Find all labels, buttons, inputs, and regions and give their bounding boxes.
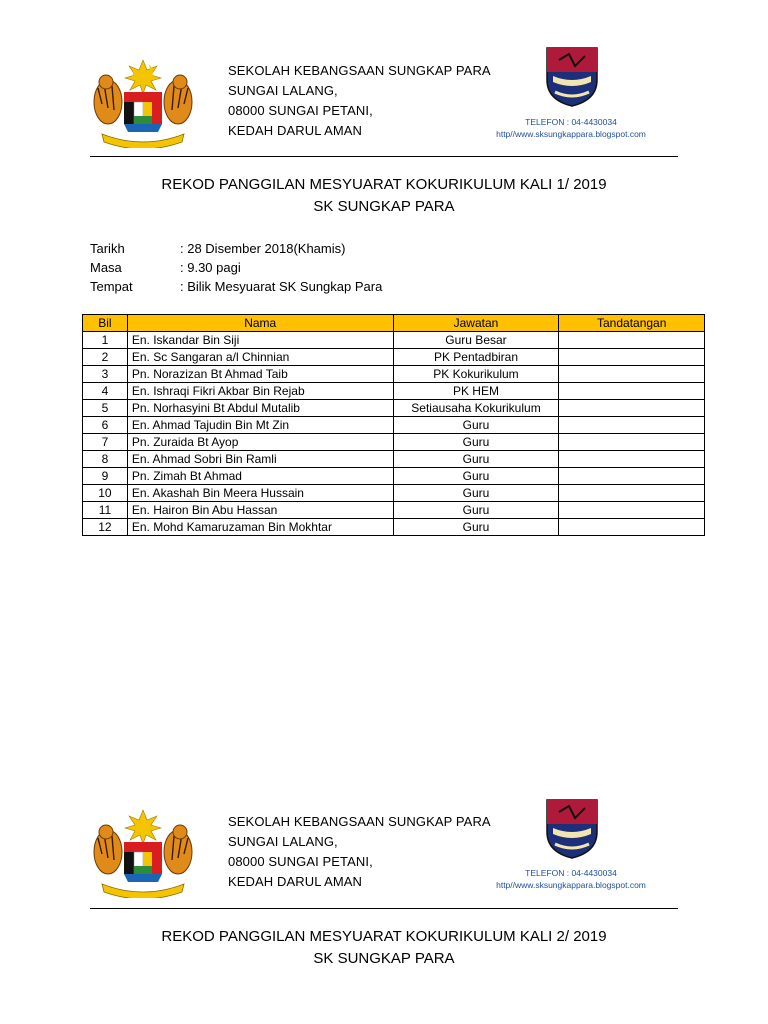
school-shield-logo xyxy=(545,798,599,860)
row-bil: 10 xyxy=(83,485,128,502)
row-nama: Pn. Zuraida Bt Ayop xyxy=(127,434,393,451)
row-tandatangan[interactable] xyxy=(559,451,705,468)
row-tandatangan[interactable] xyxy=(559,383,705,400)
meeting-date-label: Tarikh xyxy=(90,241,125,256)
meeting-time-value: : 9.30 pagi xyxy=(180,260,241,275)
row-nama: En. Ahmad Tajudin Bin Mt Zin xyxy=(127,417,393,434)
document-subtitle: SK SUNGKAP PARA xyxy=(313,950,455,967)
row-tandatangan[interactable] xyxy=(559,434,705,451)
table-row xyxy=(83,502,705,519)
table-row xyxy=(83,349,705,366)
row-tandatangan[interactable] xyxy=(559,366,705,383)
attendance-table xyxy=(82,314,705,536)
meeting-time-row xyxy=(90,258,382,277)
document-subtitle: SK SUNGKAP PARA xyxy=(313,198,455,215)
row-nama: En. Hairon Bin Abu Hassan xyxy=(127,502,393,519)
row-tandatangan[interactable] xyxy=(559,349,705,366)
header-jawatan: Jawatan xyxy=(393,315,559,332)
school-name: SEKOLAH KEBANGSAAN SUNGKAP PARA xyxy=(228,814,491,829)
school-phone: TELEFON : 04-4430034 xyxy=(525,868,617,878)
row-nama: En. Ishraqi Fikri Akbar Bin Rejab xyxy=(127,383,393,400)
document-title xyxy=(0,926,768,970)
table-row xyxy=(83,332,705,349)
school-contact xyxy=(476,867,666,891)
row-jawatan: Guru xyxy=(393,434,559,451)
document-title-line: REKOD PANGGILAN MESYUARAT KOKURIKULUM KALI 2/ 2019 xyxy=(161,928,607,945)
row-bil: 3 xyxy=(83,366,128,383)
row-bil: 12 xyxy=(83,519,128,536)
row-tandatangan[interactable] xyxy=(559,519,705,536)
malaysia-coat-of-arms-logo xyxy=(88,58,198,148)
school-name: SEKOLAH KEBANGSAAN SUNGKAP PARA xyxy=(228,63,491,78)
row-bil: 2 xyxy=(83,349,128,366)
row-tandatangan[interactable] xyxy=(559,485,705,502)
header-divider xyxy=(90,156,678,157)
school-address-block xyxy=(228,61,491,141)
table-row xyxy=(83,417,705,434)
meeting-place-value: : Bilik Mesyuarat SK Sungkap Para xyxy=(180,279,383,294)
row-nama: En. Sc Sangaran a/l Chinnian xyxy=(127,349,393,366)
row-nama: Pn. Zimah Bt Ahmad xyxy=(127,468,393,485)
header-nama: Nama xyxy=(127,315,393,332)
row-jawatan: PK HEM xyxy=(393,383,559,400)
school-address-line: KEDAH DARUL AMAN xyxy=(228,874,363,889)
meeting-date-row xyxy=(90,239,382,258)
row-bil: 11 xyxy=(83,502,128,519)
school-shield-logo xyxy=(545,46,599,108)
school-address-line: 08000 SUNGAI PETANI, xyxy=(228,103,373,118)
malaysia-coat-of-arms-logo xyxy=(88,808,198,898)
row-bil: 7 xyxy=(83,434,128,451)
school-contact xyxy=(476,116,666,140)
meeting-time-label: Masa xyxy=(90,260,122,275)
row-jawatan: PK Kokurikulum xyxy=(393,366,559,383)
row-bil: 5 xyxy=(83,400,128,417)
header-divider xyxy=(90,908,678,909)
row-nama: Pn. Norhasyini Bt Abdul Mutalib xyxy=(127,400,393,417)
row-tandatangan[interactable] xyxy=(559,502,705,519)
table-row xyxy=(83,383,705,400)
document-title-line: REKOD PANGGILAN MESYUARAT KOKURIKULUM KALI 1/ 2019 xyxy=(161,176,607,193)
meeting-date-value: : 28 Disember 2018(Khamis) xyxy=(180,241,346,256)
table-row xyxy=(83,485,705,502)
row-bil: 6 xyxy=(83,417,128,434)
row-jawatan: Guru xyxy=(393,519,559,536)
row-bil: 1 xyxy=(83,332,128,349)
table-row xyxy=(83,434,705,451)
school-address-block xyxy=(228,812,491,892)
header-bil: Bil xyxy=(83,315,128,332)
row-jawatan: Guru xyxy=(393,468,559,485)
table-row xyxy=(83,451,705,468)
table-row xyxy=(83,519,705,536)
row-jawatan: Guru xyxy=(393,417,559,434)
row-tandatangan[interactable] xyxy=(559,400,705,417)
row-nama: En. Akashah Bin Meera Hussain xyxy=(127,485,393,502)
row-tandatangan[interactable] xyxy=(559,332,705,349)
row-jawatan: Guru xyxy=(393,485,559,502)
document-title xyxy=(0,174,768,218)
table-row xyxy=(83,366,705,383)
row-nama: En. Mohd Kamaruzaman Bin Mokhtar xyxy=(127,519,393,536)
school-website-link[interactable]: http//www.sksungkappara.blogspot.com xyxy=(496,129,646,139)
row-bil: 4 xyxy=(83,383,128,400)
school-address-line: KEDAH DARUL AMAN xyxy=(228,123,363,138)
school-address-line: SUNGAI LALANG, xyxy=(228,834,338,849)
row-jawatan: PK Pentadbiran xyxy=(393,349,559,366)
row-bil: 9 xyxy=(83,468,128,485)
table-row xyxy=(83,468,705,485)
row-nama: En. Iskandar Bin Siji xyxy=(127,332,393,349)
row-tandatangan[interactable] xyxy=(559,468,705,485)
meeting-place-row xyxy=(90,277,382,296)
svg-text:⋯⋯⋯⋯⋯: ⋯⋯⋯⋯⋯ xyxy=(133,139,153,144)
meeting-place-label: Tempat xyxy=(90,279,133,294)
meeting-details xyxy=(90,239,382,296)
school-address-line: 08000 SUNGAI PETANI, xyxy=(228,854,373,869)
row-jawatan: Guru Besar xyxy=(393,332,559,349)
row-nama: En. Ahmad Sobri Bin Ramli xyxy=(127,451,393,468)
row-nama: Pn. Norazizan Bt Ahmad Taib xyxy=(127,366,393,383)
table-row xyxy=(83,400,705,417)
row-jawatan: Guru xyxy=(393,502,559,519)
row-jawatan: Guru xyxy=(393,451,559,468)
attendance-table-header xyxy=(83,315,705,332)
header-tandatangan: Tandatangan xyxy=(559,315,705,332)
row-bil: 8 xyxy=(83,451,128,468)
school-phone: TELEFON : 04-4430034 xyxy=(525,117,617,127)
row-tandatangan[interactable] xyxy=(559,417,705,434)
school-website-link[interactable]: http//www.sksungkappara.blogspot.com xyxy=(496,880,646,890)
row-jawatan: Setiausaha Kokurikulum xyxy=(393,400,559,417)
school-address-line: SUNGAI LALANG, xyxy=(228,83,338,98)
